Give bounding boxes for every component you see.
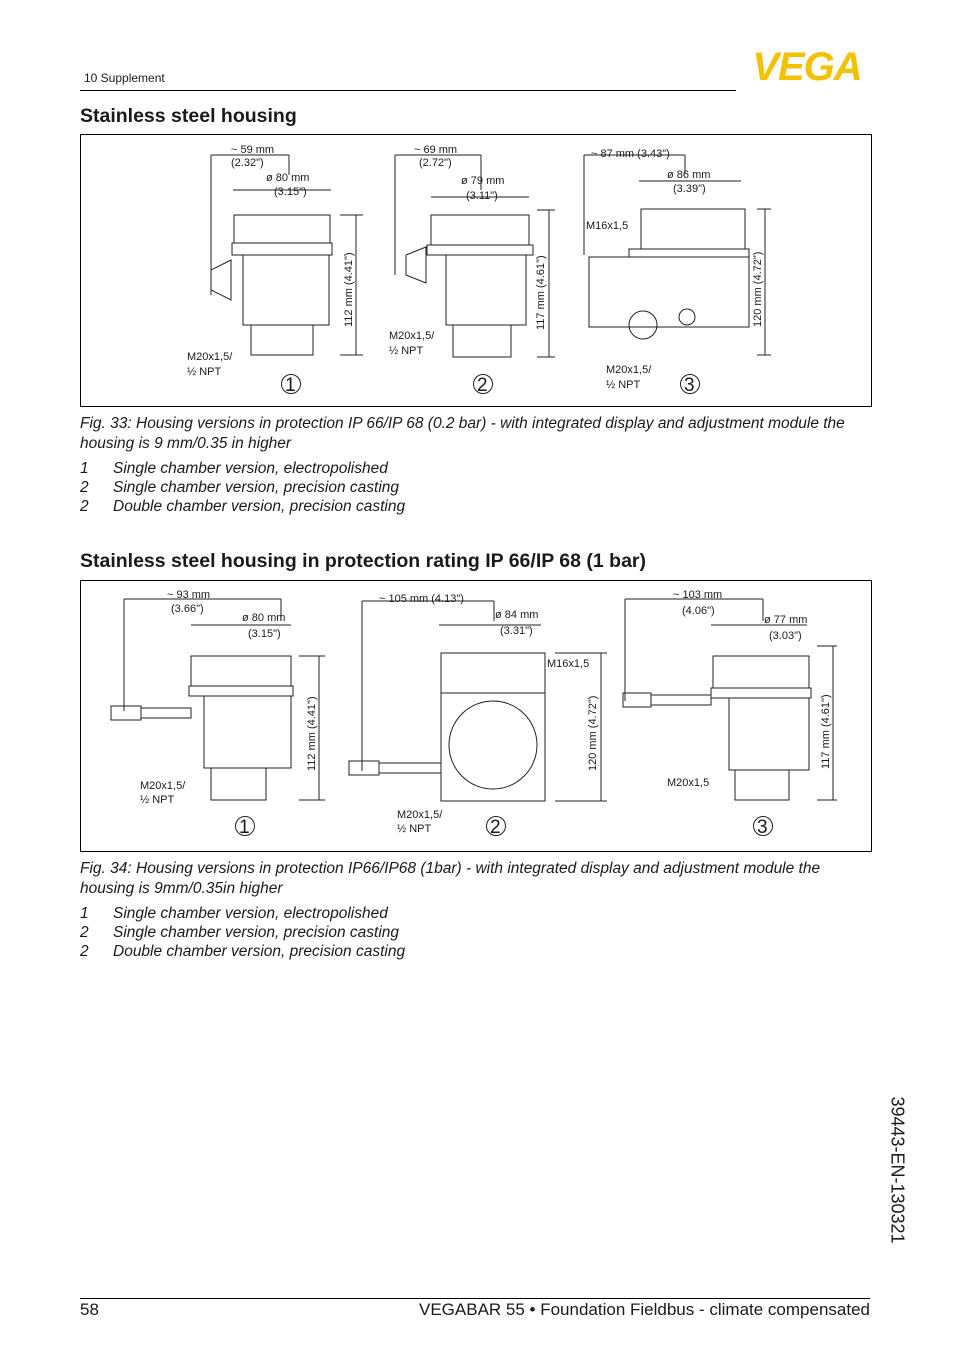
f33-d2-conn: M20x1,5/ [389, 330, 435, 342]
f34-d2-width: ~ 105 mm (4.13") [379, 593, 464, 605]
legend-num: 1 [80, 460, 89, 477]
f34-d1-width: ~ 93 mm [167, 589, 211, 601]
f33-d1-width-in: (2.32") [231, 157, 264, 169]
legend-num: 2 [80, 479, 89, 497]
f34-d2-height: 120 mm (4.72") [587, 695, 599, 771]
f34-d1-height: 112 mm (4.41") [306, 696, 318, 771]
legend-text: Single chamber version, precision casting [113, 924, 400, 942]
f33-d2-width-in: (2.72") [419, 157, 452, 169]
vega-logo-text: VEGA [752, 48, 862, 84]
f34-d3-height: 117 mm (4.61") [820, 694, 832, 769]
f33-d1-dia: ø 80 mm [266, 172, 310, 184]
f34-d2-conn2: ½ NPT [397, 823, 432, 835]
document-id: 39443-EN-130321 [887, 1096, 908, 1244]
f33-d1-dia-in: (3.15") [274, 186, 307, 198]
figure-34-drawing [81, 581, 871, 851]
f34-d1-conn: M20x1,5/ [140, 780, 186, 792]
f33-d2-num: 2 [477, 375, 488, 396]
legend-text: Single chamber version, electropolished [113, 905, 388, 922]
figure-34-legend [80, 904, 405, 962]
f33-d2-dia-in: (3.11") [466, 190, 498, 202]
figure-34-caption: Fig. 34: Housing versions in protection IP66/IP68 (1bar) - with integrated display and adjustment module the housing is 9mm/0.35in higher [80, 860, 821, 897]
f34-d3-width: ~ 103 mm [673, 589, 723, 601]
f34-d1-num: 1 [239, 817, 250, 838]
f33-d1-width: ~ 59 mm [231, 144, 275, 156]
f33-d3-conn: M20x1,5/ [606, 364, 652, 376]
figure-33-legend [80, 459, 405, 517]
f33-d2-dia: ø 79 mm [461, 175, 505, 187]
f34-d3-dia: ø 77 mm [764, 614, 808, 626]
page-number: 58 [80, 1300, 99, 1319]
legend-item [80, 923, 405, 942]
f34-d3-conn: M20x1,5 [667, 777, 710, 789]
f33-d3-thread: M16x1,5 [586, 220, 629, 232]
legend-num: 2 [80, 924, 89, 942]
f34-d2-thread: M16x1,5 [547, 658, 590, 670]
footer-divider [80, 1298, 870, 1299]
f34-d3-width-in: (4.06") [682, 605, 715, 617]
legend-num: 1 [80, 905, 89, 922]
f34-d1-dia: ø 80 mm [242, 612, 286, 624]
section-label: 10 Supplement [84, 71, 165, 85]
f33-d3-height: 120 mm (4.72") [752, 251, 764, 327]
legend-item [80, 459, 405, 478]
f33-d2-width: ~ 69 mm [414, 144, 458, 156]
f34-d1-dia-in: (3.15") [248, 628, 281, 640]
legend-text: Double chamber version, precision casting [113, 498, 406, 516]
legend-num: 2 [80, 943, 89, 961]
f33-d3-width: ~ 87 mm (3.43") [591, 148, 670, 160]
legend-item [80, 497, 405, 516]
f33-d3-conn2: ½ NPT [606, 379, 641, 391]
f34-d2-conn: M20x1,5/ [397, 809, 443, 821]
legend-text: Single chamber version, electropolished [113, 460, 388, 477]
f33-d1-height: 112 mm (4.41") [343, 252, 355, 327]
section-title-2: Stainless steel housing in protection rating IP 66/IP 68 (1 bar) [80, 550, 647, 572]
f33-d1-num: 1 [285, 375, 296, 396]
f33-d3-dia-in: (3.39") [673, 183, 706, 195]
legend-item [80, 904, 405, 923]
figure-33 [80, 134, 872, 407]
f34-d3-num: 3 [757, 817, 768, 838]
f34-d2-dia: ø 84 mm [495, 609, 539, 621]
f33-d1-conn: M20x1,5/ [187, 351, 233, 363]
section-title-1: Stainless steel housing [80, 105, 297, 127]
legend-num: 2 [80, 498, 89, 516]
f33-d2-conn2: ½ NPT [389, 345, 424, 357]
f33-d2-height: 117 mm (4.61") [535, 255, 547, 330]
figure-33-caption: Fig. 33: Housing versions in protection IP 66/IP 68 (0.2 bar) - with integrated display and adjustment module the housing is 9 mm/0.35 in higher [80, 415, 845, 452]
legend-item [80, 478, 405, 497]
vega-logo [740, 48, 874, 84]
product-title: VEGABAR 55 • Foundation Fieldbus - climate compensated [418, 1300, 870, 1319]
legend-text: Double chamber version, precision casting [113, 943, 406, 961]
f34-d1-conn2: ½ NPT [140, 794, 175, 806]
f34-d2-dia-in: (3.31") [500, 625, 533, 637]
f34-d3-dia-in: (3.03") [769, 630, 802, 642]
figure-33-drawing [81, 135, 871, 406]
f33-d3-dia: ø 86 mm [667, 169, 711, 181]
f33-d3-num: 3 [684, 375, 695, 396]
legend-item [80, 942, 405, 961]
f34-d1-width-in: (3.66") [171, 603, 204, 615]
f33-d1-conn2: ½ NPT [187, 366, 222, 378]
f34-d2-num: 2 [490, 817, 501, 838]
header-divider [80, 90, 736, 91]
legend-text: Single chamber version, precision casting [113, 479, 400, 497]
figure-34 [80, 580, 872, 852]
